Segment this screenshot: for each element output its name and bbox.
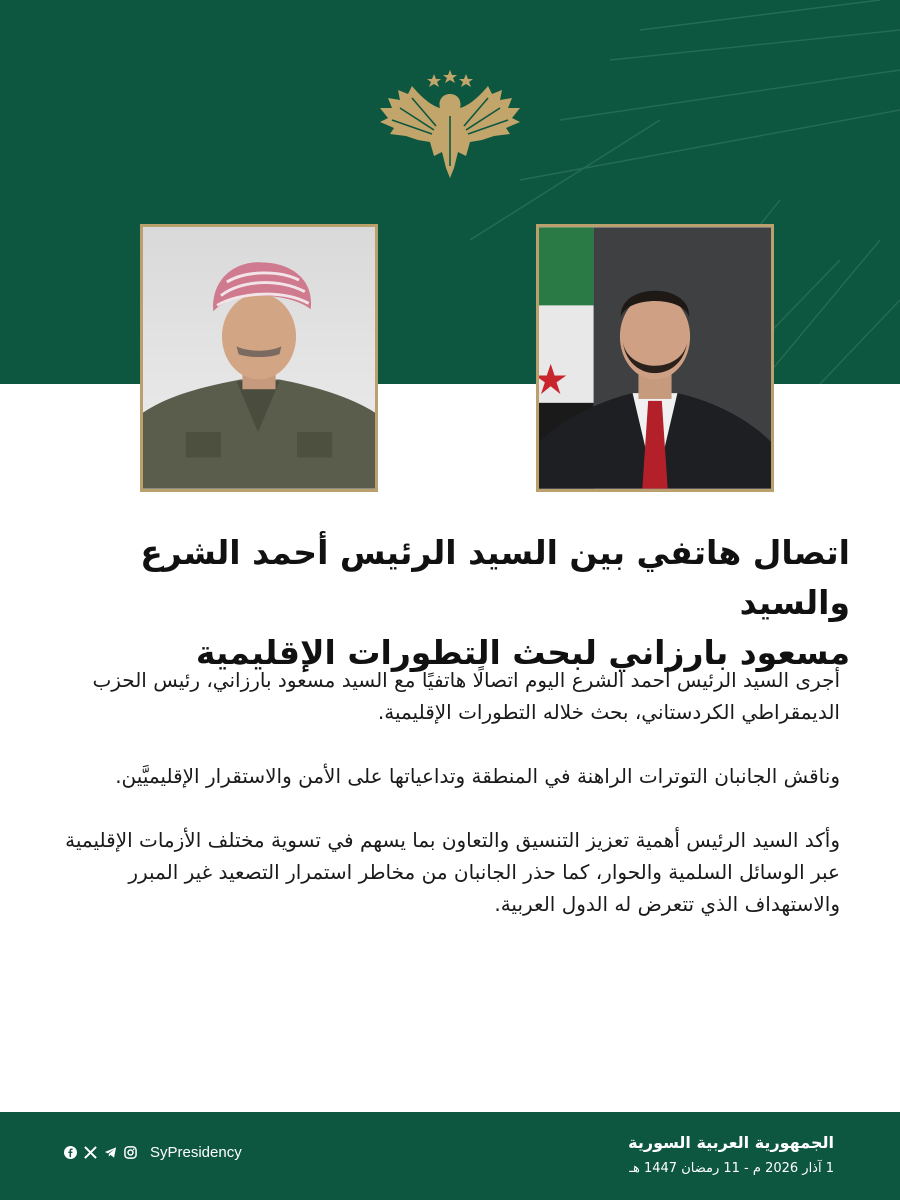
article-body: [60, 664, 840, 952]
al-sharaa-portrait-image: [539, 227, 771, 489]
republic-name: الجمهورية العربية السورية: [628, 1133, 834, 1152]
x-icon[interactable]: [84, 1146, 97, 1159]
telegram-icon[interactable]: [104, 1146, 117, 1159]
eagle-emblem-icon: [372, 68, 528, 180]
footer-bar: [0, 1112, 900, 1200]
paragraph-3: وأكد السيد الرئيس أهمية تعزيز التنسيق والتعاون بما يسهم في تسوية مختلف الأزمات الإقليمية عبر الوسائل السلمية والحوار، كما حذر الجانبان من مخاطر استمرار التصعيد غير المبرر والاستهداف الذي تتعرض له الدول العربية.: [65, 828, 840, 916]
paragraph-1: أجرى السيد الرئيس أحمد الشرع اليوم اتصالًا هاتفيًا مع السيد مسعود بارزاني، رئيس الحزب الديمقراطي الكردستاني، بحث خلاله التطورات الإقليمية.: [92, 668, 840, 724]
facebook-icon[interactable]: [64, 1146, 77, 1159]
headline-line-1: اتصال هاتفي بين السيد الرئيس أحمد الشرع والسيد: [140, 533, 850, 622]
footer-publisher: [628, 1132, 834, 1180]
headline: [50, 528, 850, 678]
barzani-portrait-image: [143, 227, 375, 489]
social-handle[interactable]: SyPresidency: [150, 1144, 242, 1161]
headline-line-2: مسعود بارزاني لبحث التطورات الإقليمية: [195, 633, 850, 672]
photo-masoud-barzani: [140, 224, 378, 492]
paragraph-2: وناقش الجانبان التوترات الراهنة في المنطقة وتداعياتها على الأمن والاستقرار الإقليميَّين.: [115, 764, 840, 788]
photo-ahmad-al-sharaa: [536, 224, 774, 492]
publish-date: 1 آذار 2026 م - 11 رمضان 1447 هـ: [629, 1161, 834, 1176]
instagram-icon[interactable]: [124, 1146, 137, 1159]
social-links: [64, 1144, 242, 1161]
